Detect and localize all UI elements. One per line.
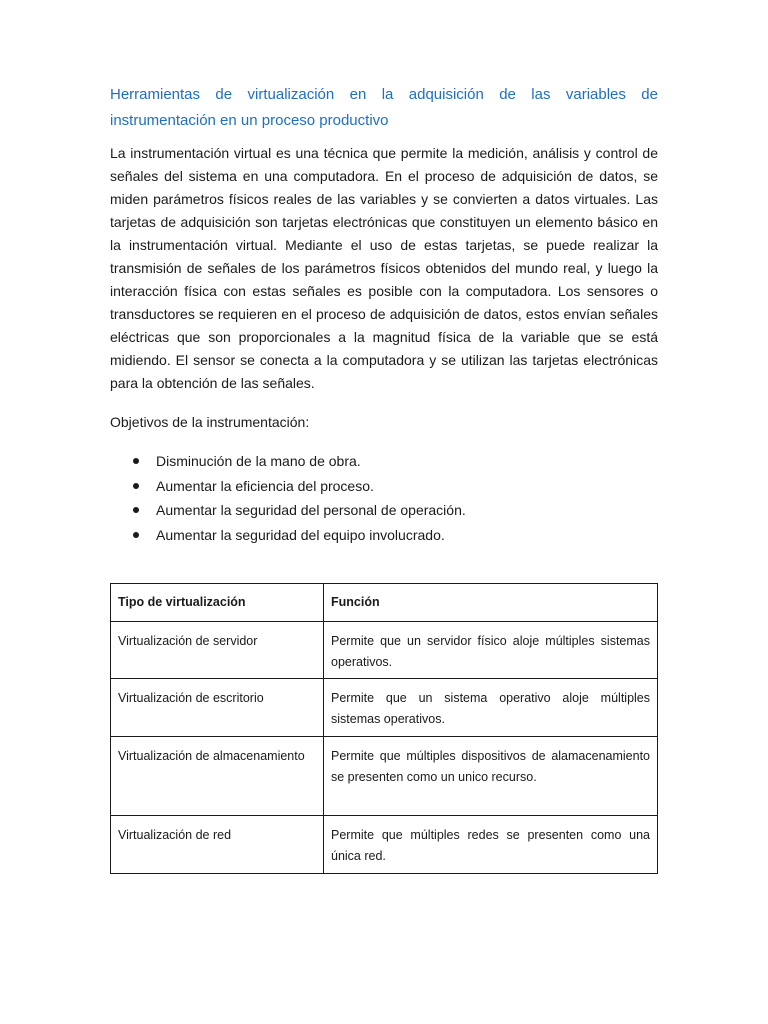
table-header-row: [111, 584, 658, 622]
table-cell-function: Permite que un servidor físico aloje múltiples sistemas operativos.: [324, 622, 658, 679]
table-header-cell: Tipo de virtualización: [111, 584, 324, 622]
table-cell-function: Permite que múltiples dispositivos de alamacenamiento se presenten como un unico recurso.: [324, 737, 658, 816]
objectives-list: [110, 449, 658, 547]
list-item: [110, 498, 658, 523]
table-row: [111, 816, 658, 874]
table-row: [111, 622, 658, 679]
objective-text: Aumentar la seguridad del personal de operación.: [156, 502, 466, 518]
table-row: [111, 737, 658, 816]
table-cell-function: Permite que múltiples redes se presenten como una única red.: [324, 816, 658, 874]
list-item: [110, 474, 658, 499]
bullet-icon: [133, 532, 139, 538]
objective-text: Aumentar la seguridad del equipo involucrado.: [156, 526, 445, 543]
objective-text: Disminución de la mano de obra.: [156, 453, 361, 469]
list-item: [110, 523, 658, 548]
table-cell-type: Virtualización de red: [111, 816, 324, 874]
bullet-icon: [133, 507, 139, 513]
table-cell-type: Virtualización de escritorio: [111, 679, 324, 737]
virtualization-table: [110, 583, 658, 874]
list-item: [110, 449, 658, 474]
table-header-cell: Función: [324, 584, 658, 622]
table-cell-type: Virtualización de servidor: [111, 622, 324, 679]
table-row: [111, 679, 658, 737]
objectives-label: Objetivos de la instrumentación:: [110, 414, 310, 430]
document-page: [110, 82, 658, 547]
table-cell-function: Permite que un sistema operativo aloje múltiples sistemas operativos.: [324, 679, 658, 737]
document-heading: Herramientas de virtualización en la adquisición de las variables de instrumentación en un proceso productivo: [110, 86, 658, 129]
bullet-icon: [133, 458, 139, 464]
body-paragraph: La instrumentación virtual es una técnica que permite la medición, análisis y control de señales del sistema en una computadora. En el proceso de adquisición de datos, se miden parámetros físicos reales de las variables y se convierten a datos virtuales. Las tarjetas de adquisición son tarjetas electrónicas que constituyen un elemento básico en la instrumentación virtual. Mediante el uso de estas tarjetas, se puede realizar la transmisión de señales de los parámetros físicos obtenidos del mundo real, y luego la interacción física con estas señales es posible con la computadora. Los sensores o transductores se requieren en el proceso de adquisición de datos, estos envían señales eléctricas que son proporcionales a la magnitud física de la variable que se está midiendo. El sensor se conecta a la computadora y se utilizan las tarjetas electrónicas para la obtención de las señales.: [110, 145, 658, 391]
objective-text: Aumentar la eficiencia del proceso.: [156, 477, 374, 494]
bullet-icon: [133, 483, 139, 489]
table-cell-type: Virtualización de almacenamiento: [111, 737, 324, 816]
